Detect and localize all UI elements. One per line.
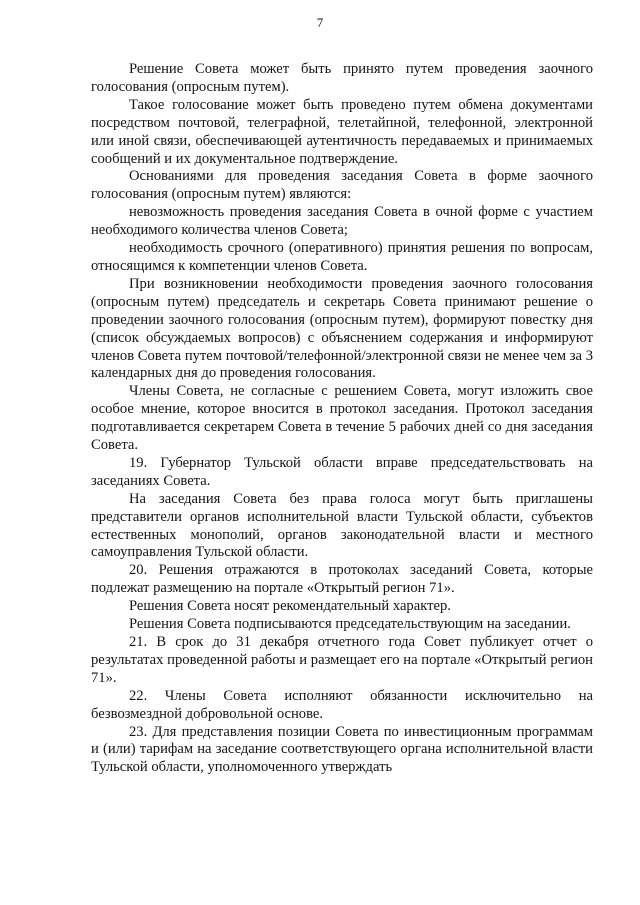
paragraph-ground-urgency: необходимость срочного (оперативного) принятия решения по вопросам, относящимся к компетенции членов Совета. — [91, 240, 593, 274]
paragraph-absentee-voting: Решение Совета может быть принято путем проведения заочного голосования (опросным путем). — [91, 61, 593, 95]
paragraph-dissenting-opinion: Члены Совета, не согласные с решением Совета, могут изложить свое особое мнение, которое вносится в протокол заседания. Протокол заседания подготавливается секретарем Совета в течение 5 рабочих дней со дня заседания Совета. — [91, 383, 593, 454]
paragraph-item-21: 21. В срок до 31 декабря отчетного года Совет публикует отчет о результатах проведенной работы и размещает его на портале «Открытый регион 71». — [91, 634, 593, 686]
paragraph-voting-procedure: При возникновении необходимости проведения заочного голосования (опросным путем) председатель и секретарь Совета принимают решение о проведении заочного голосования (опросным путем), формируют повестку дня (список обсуждаемых вопросов) с объяснением содержания и информируют членов Совета путем почтовой/телефонной/электронной связи не менее чем за 3 календарных дня до проведения голосования. — [91, 275, 593, 382]
paragraph-invited-guests: На заседания Совета без права голоса могут быть приглашены представители органов исполнительной власти Тульской области, субъектов естественных монополий, органов законодательной власти и местного самоуправления Тульской области. — [91, 490, 593, 561]
paragraph-item-22: 22. Члены Совета исполняют обязанности исключительно на безвозмездной добровольной основе. — [91, 687, 593, 722]
paragraph-grounds-intro: Основаниями для проведения заседания Совета в форме заочного голосования (опросным путем) являются: — [91, 168, 593, 203]
paragraph-advisory-nature: Решения Совета носят рекомендательный характер. — [129, 598, 451, 615]
paragraph-item-23: 23. Для представления позиции Совета по инвестиционным программам и (или) тарифам на заседание соответствующего органа исполнительной власти Тульской области, уполномоченного утверждать — [91, 723, 593, 776]
paragraph-ground-quorum: невозможность проведения заседания Совета в очной форме с участием необходимого количества членов Совета; — [91, 204, 593, 239]
paragraph-item-20: 20. Решения отражаются в протоколах заседаний Совета, которые подлежат размещению на портале «Открытый регион 71». — [91, 562, 593, 597]
document-body — [91, 61, 593, 777]
paragraph-item-19: 19. Губернатор Тульской области вправе председательствовать на заседаниях Совета. — [91, 454, 593, 489]
page-number: 7 — [316, 15, 324, 30]
paragraph-signing: Решения Совета подписываются председательствующим на заседании. — [129, 616, 571, 633]
paragraph-voting-methods: Такое голосование может быть проведено путем обмена документами посредством почтовой, телеграфной, телетайпной, телефонной, электронной или иной связи, обеспечивающей аутентичность передаваемых и принимаемых сообщений и их документальное подтверждение. — [91, 96, 593, 167]
